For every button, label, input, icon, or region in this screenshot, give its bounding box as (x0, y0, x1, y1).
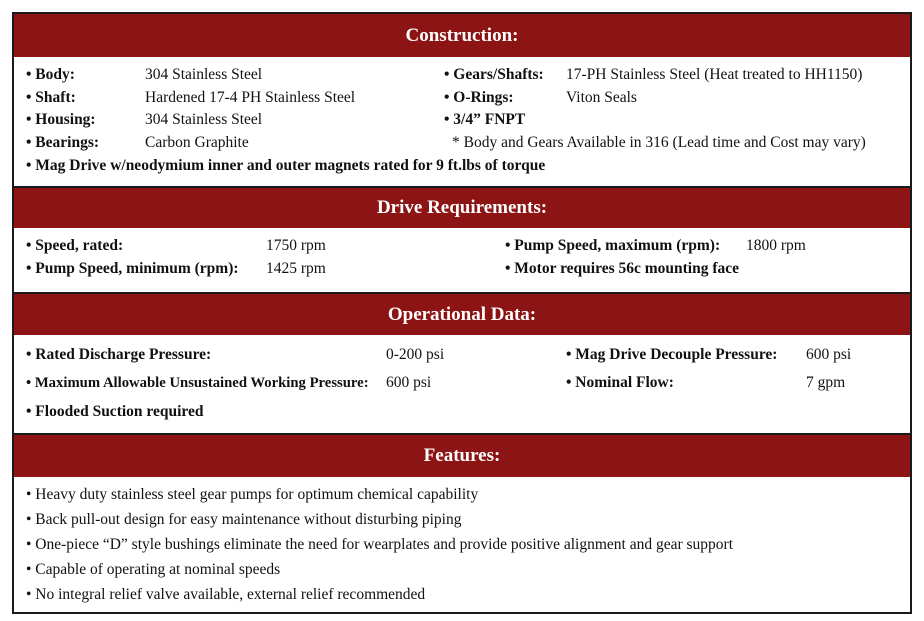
flooded-suction-note: • Flooded Suction required (26, 403, 204, 420)
o-rings-value: Viton Seals (566, 89, 637, 106)
construction-header: Construction: (14, 14, 910, 57)
feature-item: • No integral relief valve available, external relief recommended (26, 586, 426, 603)
fnpt-label: • 3/4” FNPT (444, 111, 526, 128)
features-header: Features: (14, 435, 910, 477)
bearings-label: • Bearings: (26, 134, 100, 151)
speed-max-value: 1800 rpm (746, 237, 806, 254)
bearings-value: Carbon Graphite (145, 134, 249, 151)
speed-rated-label: • Speed, rated: (26, 237, 124, 254)
speed-max-label: • Pump Speed, maximum (rpm): (505, 237, 721, 254)
discharge-pressure-label: • Rated Discharge Pressure: (26, 346, 212, 363)
max-working-pressure-value: 600 psi (386, 374, 432, 391)
discharge-pressure-value: 0-200 psi (386, 346, 445, 363)
feature-item: • Capable of operating at nominal speeds (26, 561, 281, 578)
drive-requirements-header: Drive Requirements: (14, 188, 910, 228)
housing-label: • Housing: (26, 111, 96, 128)
material-note: * Body and Gears Available in 316 (Lead time and Cost may vary) (452, 134, 866, 151)
speed-rated-value: 1750 rpm (266, 237, 326, 254)
speed-min-value: 1425 rpm (266, 260, 326, 277)
o-rings-label: • O-Rings: (444, 89, 514, 106)
max-working-pressure-label: • Maximum Allowable Unsustained Working Pressure: (26, 375, 369, 391)
feature-item: • One-piece “D” style bushings eliminate the need for wearplates and provide positive alignment and gear support (26, 536, 734, 553)
body-label: • Body: (26, 66, 75, 83)
operational-data-header: Operational Data: (14, 294, 910, 335)
spec-sheet (12, 12, 912, 614)
feature-item: • Back pull-out design for easy maintenance without disturbing piping (26, 511, 462, 528)
shaft-label: • Shaft: (26, 89, 76, 106)
nominal-flow-value: 7 gpm (806, 374, 846, 391)
gears-shafts-label: • Gears/Shafts: (444, 66, 544, 83)
nominal-flow-label: • Nominal Flow: (566, 374, 674, 391)
housing-value: 304 Stainless Steel (145, 111, 263, 128)
motor-note: • Motor requires 56c mounting face (505, 260, 740, 277)
feature-item: • Heavy duty stainless steel gear pumps for optimum chemical capability (26, 486, 479, 503)
mag-drive-note: • Mag Drive w/neodymium inner and outer magnets rated for 9 ft.lbs of torque (26, 157, 546, 174)
body-value: 304 Stainless Steel (145, 66, 263, 83)
decouple-pressure-label: • Mag Drive Decouple Pressure: (566, 346, 778, 363)
gears-shafts-value: 17-PH Stainless Steel (Heat treated to HH1150) (566, 66, 863, 83)
shaft-value: Hardened 17-4 PH Stainless Steel (145, 89, 356, 106)
speed-min-label: • Pump Speed, minimum (rpm): (26, 260, 239, 277)
decouple-pressure-value: 600 psi (806, 346, 852, 363)
